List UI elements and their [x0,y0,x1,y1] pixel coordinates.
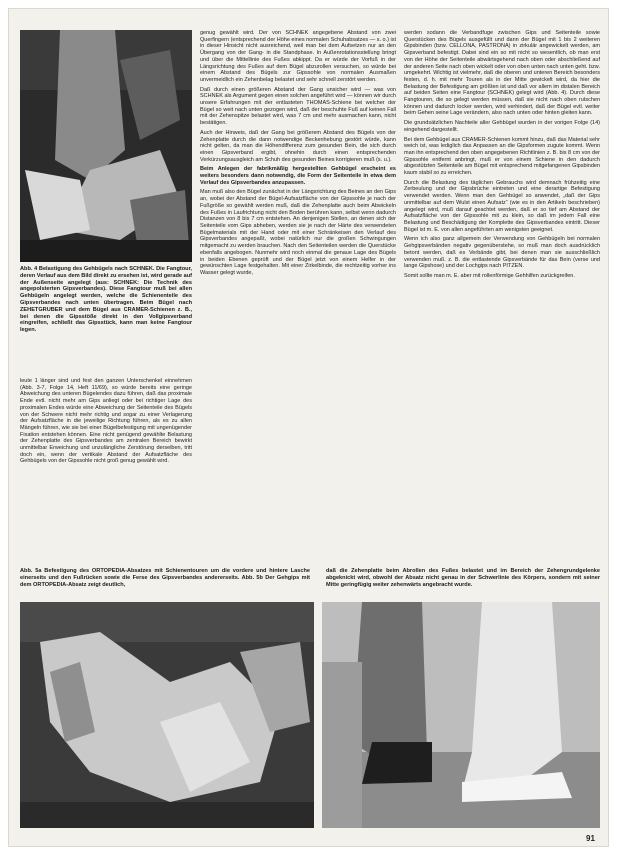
column-3-paragraph-6: Somit sollte man m. E. aber mit rollenförmige Gehhilfen zurückgreifen. [404,272,575,279]
column-2-body [200,30,396,560]
column-3-body [404,30,600,560]
figure-5a-photo [20,602,314,828]
figure-4-caption: Abb. 4 Belastigung des Gehbügels nach SCHNEK. Die Fangtour, deren Verlauf aus dem Bild direkt zu ersehen ist, wird gerade auf der Außenseite angelegt (aus: SCHNEK: Die Technik des angepolsterten Gipsverbandes). Diese Fangtour muß bei allen Gehbügeln angelegt werden, welche die Schienenteile des Gipsverbandes nach unten übertragen. Beim Bügel nach ZEHETGRUBER und dem Bügel aus CRAMER-Schienen z. B., bei denen die Gipsstöße direkt in den Vollgipsverband eingreifen, schließt das Gipsstück, kann man keine Fangtour legen. [20,266,192,334]
figure-5b-photo [322,602,600,828]
column-2-paragraph-1: genug gewählt wird. Der von SCHNEK angegebene Abstand von zwei Querfingern (entsprechend der Höhe eines normalen Schuhabsatzes — s. o.) ist in dieser Hinsicht nicht ausreichend, weil man bei dem Aufsetzen nur an den Übergang von der Gang- in die Standphase. In Außenrotationsstellung bringt und über die Mittellinie des Fußes abkippt. Da er würde der Vorfuß in der Längsrichtung des Fußes auf dem Bügel abzurollen versuchen, so würde bei einem Abstand des Bügels zur Gipssohle von normalen Ausmaßen unvermeidlich ein Zehenbelag belastet und sehr schnell zerstört werden. [200,30,396,83]
column-2-paragraph-2: Daß durch einen größeren Abstand der Gang unsicher wird — was von SCHNEK als Argument gegen einen solchen angeführt wird — können wir durch unsere Erfahrungen mit der entlasteten THOMAS-Schiene bei welcher der Bügel so weit nach unten gezogen wird, daß der beschuhte Fuß auf keinen Fall mit der Zehenspitze belastet wird, was 7 cm und mehr ausmachen kann, nicht bestätigen. [200,86,396,127]
column-1-paragraph: leute 1 länger sind und fest den ganzen Unterschenkel einnehmen (Abb. 3-7, Folge 14, Heft 11/69), so würde bereits eine geringe Abweichung des unteren Bügelendes dazu führen, daß das proximale Ende evtl. nicht mehr am Gips anliegt oder bei richtiger Lage des proximalen Endes würde eine Abweichung der Seitenteile des Bügels von der Schwere nicht mehr richtig und sogar zu einer Verlagerung der Aufsatzfläche in die jeweilige Richtung führen, als es zu allen Mängeln führen, wie sie bei einer Bügelbefestigung mit ungenügender Fixation entstehen können. Eine nicht genügend gewählte Belastung der Zehenplatte des Gipsverbandes am zentralen Bereich bewirkt unmittelbar Erweichung und unzulängliche Zerstörung derselben, tritt doch ein, wenn der vertikale Abstand der Aufsatzfläche des Gehbügels von der Gipssohle nicht groß genug gewählt wird. [20,378,192,465]
column-2-paragraph-4: Beim Anlegen der fabrikmäßig hergestellten Gehbügel erscheint es weiters besonders dann notwendig, die Form der Seitenteile in etwa dem Verlauf des Gipsverbandes anzupassen. [200,166,396,186]
figure-5-caption-right: daß die Zehenplatte beim Abrollen des Fußes belastet und im Bereich der Zehengrundgelenke abgeknickt wird, obwohl der Absatz nicht genau in der Schwerlinie des Körpers, sondern mit seiner Mitte geringfügig weiter zehenwärts angebracht wurde. [326,568,600,588]
column-2-paragraph-3: Auch der Hinweis, daß der Gang bei größerem Abstand des Bügels von der Zehenplatte durch die dann notwendige Beckenhebung gestört würde, kann nicht gelten, da man die Höhendifferenz zum gesunden Bein, die sich durch einen Gipsverband ergibt, ohnehin durch einen entsprechenden Verkürzungsausgleich am Schuh des gesunden Beines korrigieren muß (s. u.). [200,129,396,163]
column-3-paragraph-3: Bei dem Gehbügel aus CRAMER-Schienen kommt hinzu, daß das Material sehr weich ist, was lediglich das Anpassen an die Gipsformen zugute kommt. Wenn man ihn entsprechend den oben angegebenen Richtlinien z. B. bis 8 cm von der Gipssohle entfernt anbringt, muß er von einem Schiene in den dadurch abgestützten Seitenteile am Bügel mit entsprechend mitgefangenen Gipsbinden kaum stabil so zu erreichen. [404,136,600,177]
figure-5-caption-left: Abb. 5a Befestigung des ORTOPEDIA-Absatzes mit Schienentouren um die vordere und hintere Lasche einerseits und den Fußrücken sowie die Ferse des Gipsverbandes andererseits. Abb. 5b Der Gehgips mit dem ORTOPEDIA-Absatz zeigt deutlich, [20,568,310,588]
column-2-paragraph-5: Man muß also den Bügel zunächst in der Längsrichtung des Beines an den Gips an, wobei der Abstand der Bügel-Aufsatzfläche von der Gipssohle je nach der Fußgröße so gewählt werden muß, daß die Zehenplatte auch beim Abwickeln des Fußes in Laufrichtung nicht den Boden berühren kann, selbst wenn dadurch Distanzen von 8 bis 7 cm entstehen. An denjenigen Stellen, an denen sich der Seitenteile vom Gips abheben, werden sie je nach der Härte des verwendeten Bügelmaterials mit der Hand oder mit einer Schränkeisen den Verlauf des Gipsverbandes angepaßt, wobei natürlich nur die großen Schwingungen mitgemacht zu werden brauchen. Nach den Seitenteilen werden die Querstücke ebenfalls angebogen. Nunmehr wird noch einmal die genaue Lage des Bügels in beiden Ebenen geprüft und der Bügel jetzt von einem Helfer in der gewünschten Lage festgehalten. Mit einer Zirkelbinde, die rechtzeitig vorher ins Wasser gelegt wurde, [200,189,396,276]
figure-5a-image [20,602,314,828]
figure-5b-image [322,602,600,828]
column-3-paragraph-2: Die grundsätzlichen Nachteile aller Gehbügel wurden in der vorigen Folge (14) eingehend dargestellt. [404,120,600,133]
figure-4-image [20,30,192,262]
magazine-page [8,8,609,847]
column-3-paragraph-1: werden sodann die Verbandfuge zwischen Gips und Seitenteile sowie Querstücken des Bügels ausgefüllt und dann der Bügel mit 1 bis 2 weiteren Gipsbinden (bzw. CELLONA, PASTRONA) in zirkulär angewickelt werden, am Gipsverband befestigt. Dabei sind ein so mit nicht so wesentlich, ob man erst von der Höhe der Seitenteile abwärtsgehend nach oben oder abschließend auf der anderen Seite nach oben wickelt oder von oben unten nach unten geht. bzw. umgekehrt. Wichtig ist vielmehr, daß die oberen und unteren Bereich besonders festen, d. h. mit mehr Touren als in der Mitte gewickelt wird, da hier die Belastung der Befestigung am größten ist und daß vor allem im distalen Bereich auf beiden Seiten eine Fangtour (SCHNEK) gelegt wird (Abb. 4). Durch diese Fangtouren, die so gelegt werden müssen, daß sie nicht nach oben rutschen können und dadurch locker werden, wird verhindert, daß der Bügel evtl. weiter beim Gehen seine Lage verändern, also nach unten oder hinten gleiten kann. [404,30,600,117]
column-3-paragraph-5: Wenn ich also ganz allgemein der Verwendung von Gehbügeln bei normalen Gehgipsverbänden negativ gegenüberstehe, so muß man doch ausdrücklich betont werden, daß es Verbände gibt, bei denen man sie ausschließlich verwenden muß. z. B. die entlastende Gipsverbände für das Bein (verse und lange Gipshose) und der Lochgips nach PITZEN. [404,236,600,270]
column-3-paragraph-4: Durch die Belastung des täglichen Gebrauchs wird demnach frühzeitig eine Zerbeulung und der Gipsbrüche eintreten und eine derartige Befestigung verwendet werden. Wenn man den Gehbügel so anwendet, „daß der Gips unmittelbar auf dem Wulst einen Aufsatz“ (wie es in den Artikeln beschrieben) angelegt wird, muß darauf geachtet werden, daß er so tief am Abstand der Aufsatzfläche von der Gipssohle mit zu klein, so daß im jedem Fall eine Belastung und Beschädigung der Komplette des Gipsverbandes eintritt. Dieser Bügel ist m. E. von allen angeführten am wenigsten geeignet. [404,179,600,233]
column-1-body [20,378,192,558]
figure-4-photo [20,30,192,262]
page-number: 91 [586,834,595,843]
